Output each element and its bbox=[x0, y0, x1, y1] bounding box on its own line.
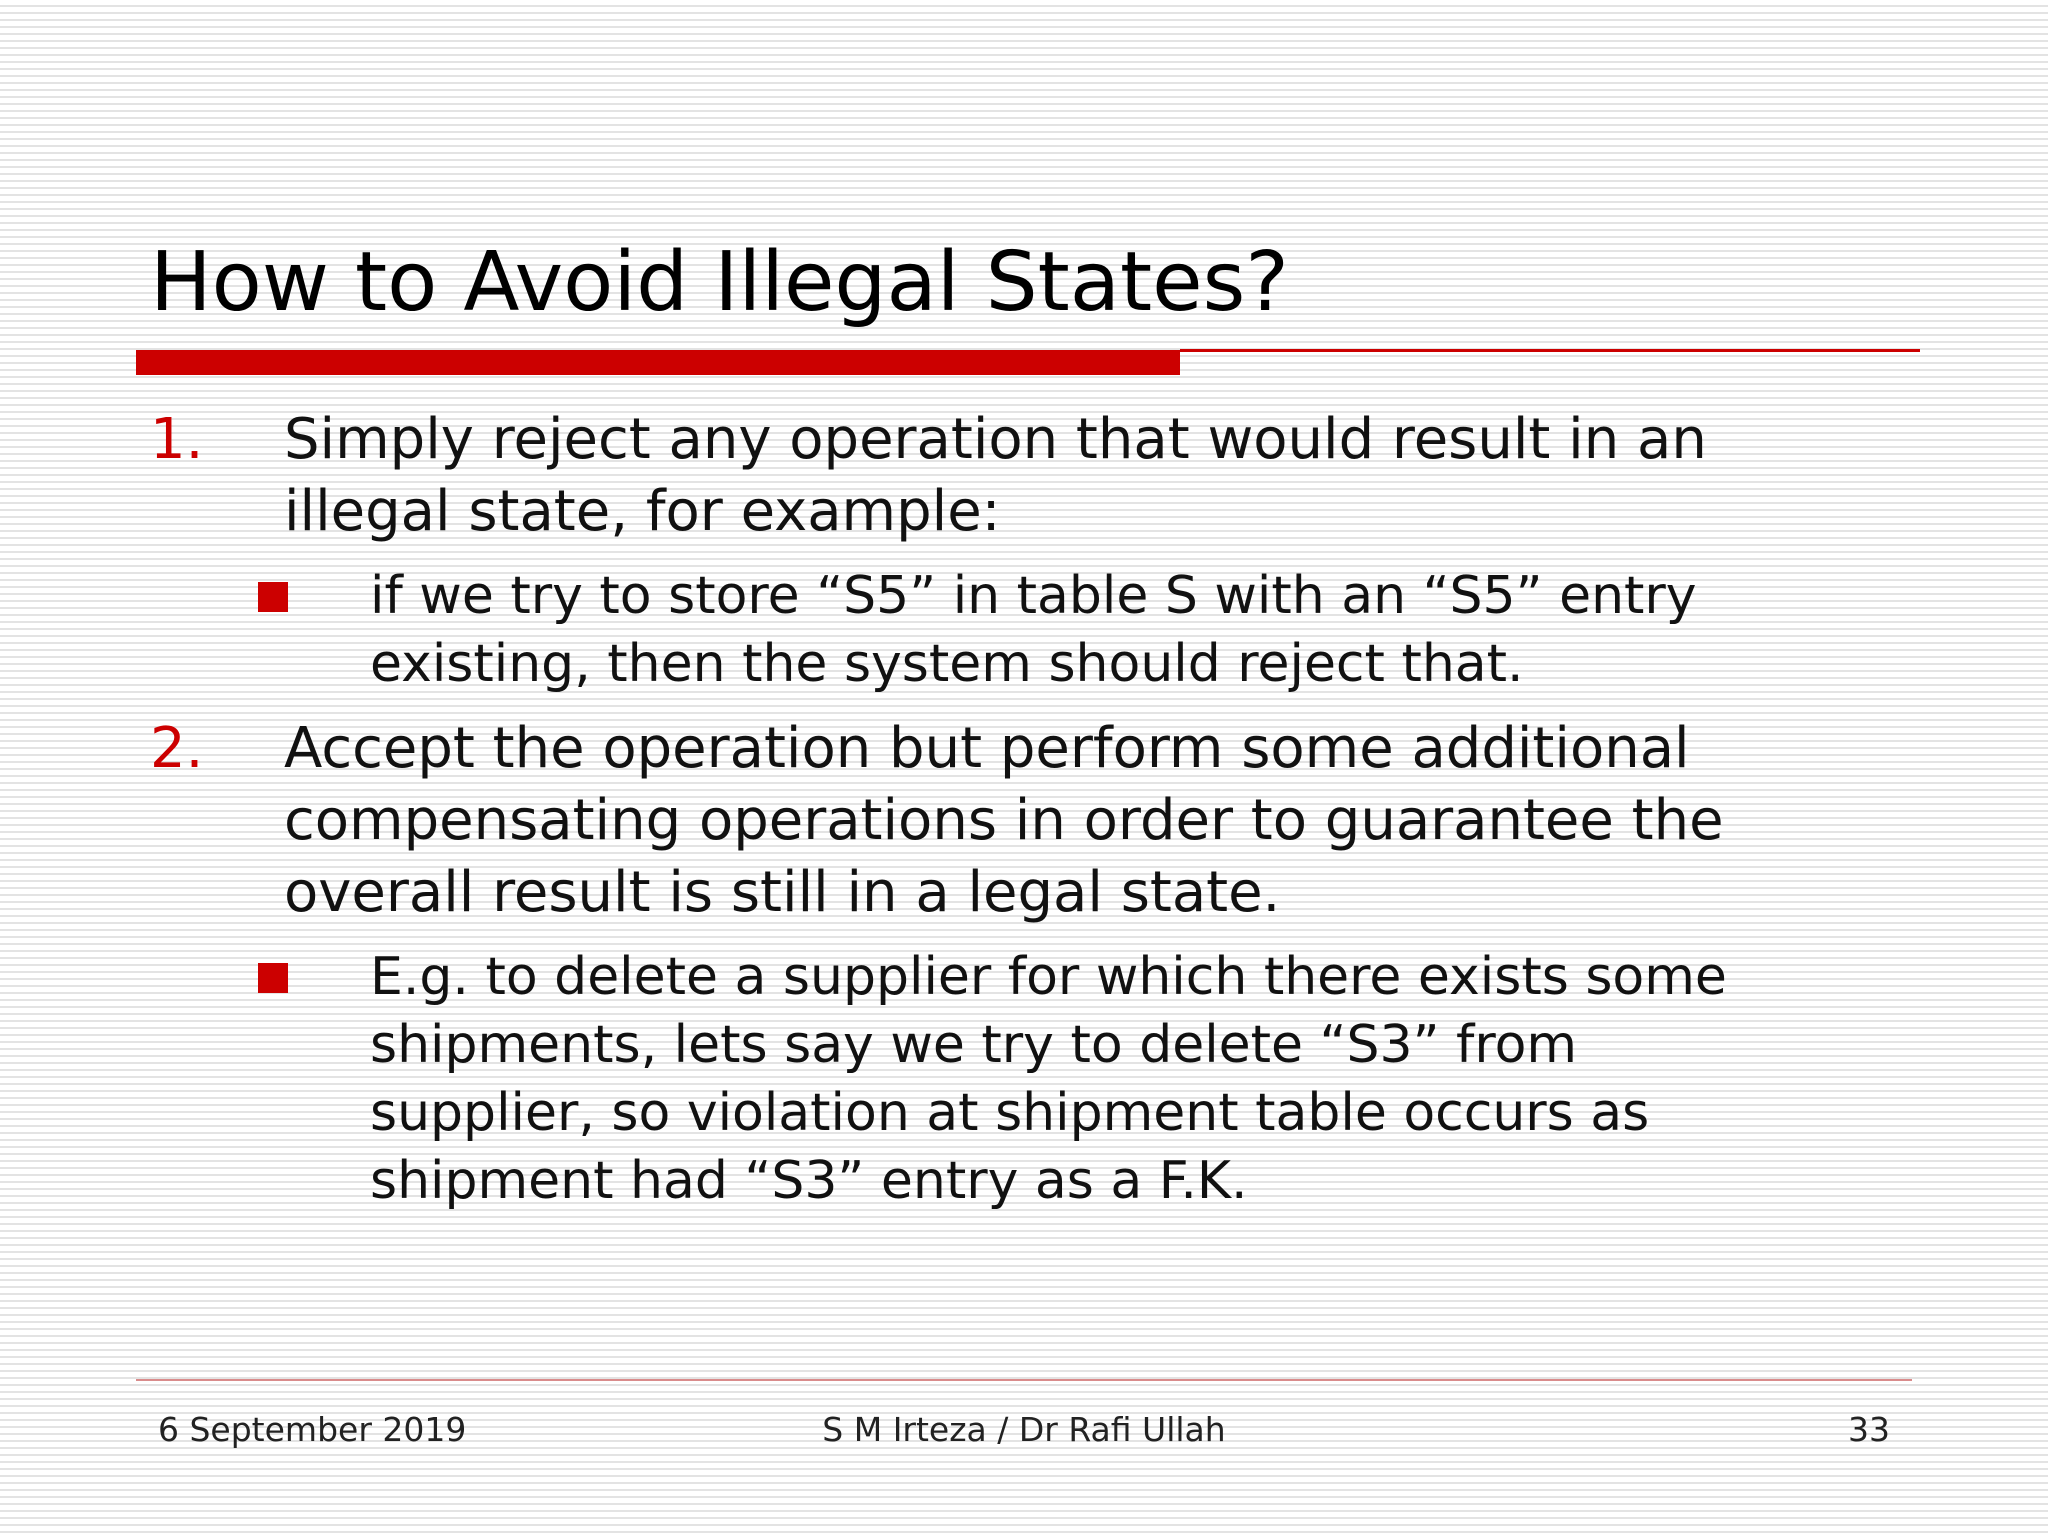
sub-bullet-line: shipment had “S3” entry as a F.K. bbox=[370, 1151, 1248, 1211]
list-item-line: compensating operations in order to guarantee the bbox=[284, 788, 1724, 853]
sub-bullet-text bbox=[370, 562, 1920, 698]
footer-divider bbox=[136, 1379, 1912, 1381]
footer-page-number: 33 bbox=[1848, 1410, 1890, 1449]
sub-bullet-line: existing, then the system should reject that. bbox=[370, 634, 1524, 694]
list-item-line: illegal state, for example: bbox=[284, 479, 1001, 544]
list-item-line: Accept the operation but perform some additional bbox=[284, 716, 1690, 781]
sub-bullet-text bbox=[370, 943, 1920, 1215]
footer-date: 6 September 2019 bbox=[158, 1410, 467, 1449]
list-item-text bbox=[284, 404, 1904, 548]
list-item-line: Simply reject any operation that would result in an bbox=[284, 407, 1707, 472]
list-item-line: overall result is still in a legal state. bbox=[284, 860, 1281, 925]
title-underline-thick bbox=[136, 350, 1180, 375]
slide-title: How to Avoid Illegal States? bbox=[150, 235, 1289, 330]
sub-bullet-line: E.g. to delete a supplier for which there exists some bbox=[370, 947, 1727, 1007]
sub-bullet-line: supplier, so violation at shipment table occurs as bbox=[370, 1083, 1650, 1143]
list-item-number: 1. bbox=[150, 407, 204, 472]
sub-bullet-line: if we try to store “S5” in table S with an “S5” entry bbox=[370, 566, 1697, 626]
sub-bullet-line: shipments, lets say we try to delete “S3” from bbox=[370, 1015, 1578, 1075]
square-bullet-icon bbox=[258, 582, 288, 612]
footer-author: S M Irteza / Dr Rafi Ullah bbox=[822, 1410, 1226, 1449]
list-item-number: 2. bbox=[150, 716, 204, 781]
list-item-text bbox=[284, 713, 1904, 929]
title-underline-thin bbox=[1180, 349, 1920, 352]
square-bullet-icon bbox=[258, 963, 288, 993]
